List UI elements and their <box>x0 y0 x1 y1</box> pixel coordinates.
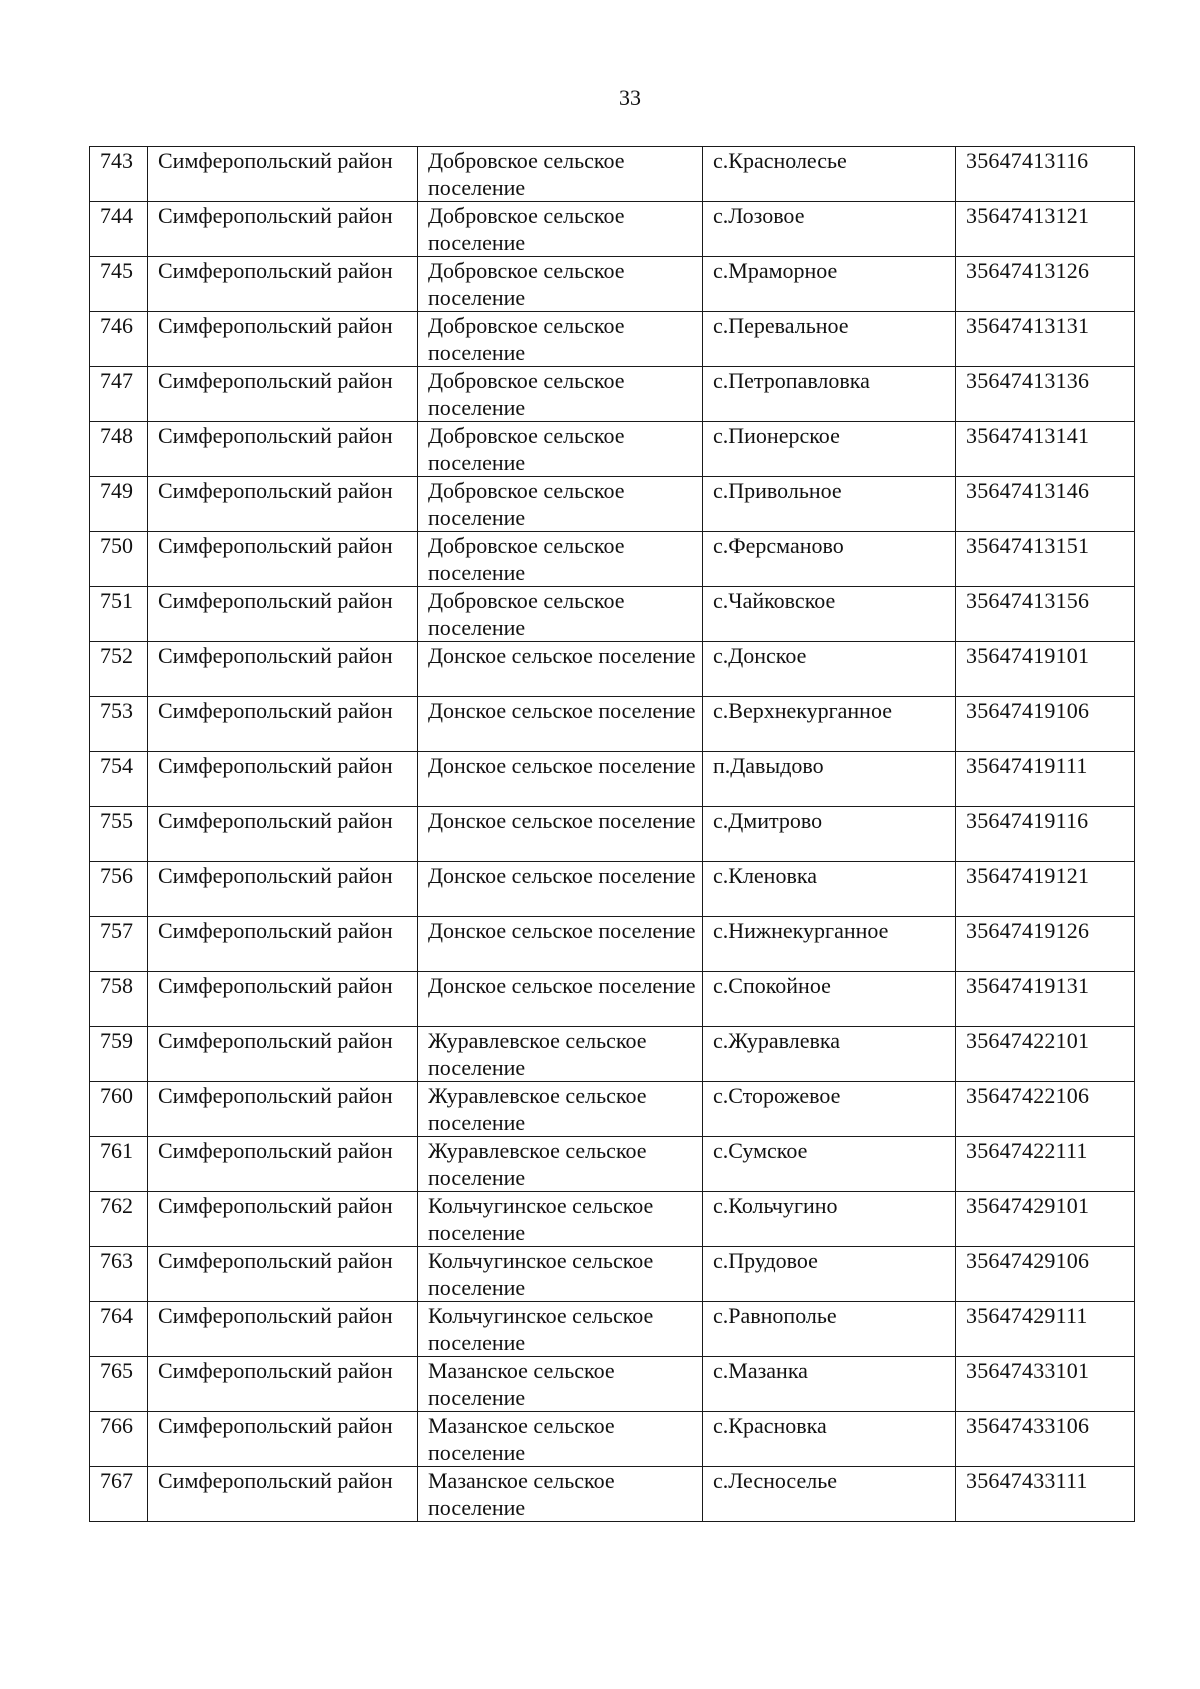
district-cell: Симферопольский район <box>148 202 418 257</box>
row-number-cell: 766 <box>90 1412 148 1467</box>
settlement-cell: Добровское сельское поселение <box>418 367 703 422</box>
district-cell: Симферопольский район <box>148 422 418 477</box>
table-row <box>90 422 1135 477</box>
district-cell: Симферопольский район <box>148 1467 418 1522</box>
settlement-cell: Добровское сельское поселение <box>418 587 703 642</box>
oktmo-code-cell: 35647413156 <box>956 587 1135 642</box>
table-row <box>90 1027 1135 1082</box>
district-cell: Симферопольский район <box>148 1082 418 1137</box>
settlement-cell: Журавлевское сельское поселение <box>418 1137 703 1192</box>
oktmo-code-cell: 35647419121 <box>956 862 1135 917</box>
locality-cell: с.Ферсманово <box>703 532 956 587</box>
settlement-cell: Донское сельское поселение <box>418 917 703 972</box>
row-number-cell: 744 <box>90 202 148 257</box>
locality-cell: с.Пионерское <box>703 422 956 477</box>
locality-cell: с.Красновка <box>703 1412 956 1467</box>
district-cell: Симферопольский район <box>148 367 418 422</box>
district-cell: Симферопольский район <box>148 917 418 972</box>
settlement-cell: Добровское сельское поселение <box>418 532 703 587</box>
settlement-cell: Кольчугинское сельское поселение <box>418 1192 703 1247</box>
settlement-cell: Кольчугинское сельское поселение <box>418 1247 703 1302</box>
row-number-cell: 745 <box>90 257 148 312</box>
oktmo-code-cell: 35647422111 <box>956 1137 1135 1192</box>
oktmo-code-cell: 35647419126 <box>956 917 1135 972</box>
row-number-cell: 765 <box>90 1357 148 1412</box>
oktmo-code-cell: 35647433106 <box>956 1412 1135 1467</box>
settlement-cell: Кольчугинское сельское поселение <box>418 1302 703 1357</box>
table-row <box>90 862 1135 917</box>
row-number-cell: 759 <box>90 1027 148 1082</box>
locality-cell: с.Лозовое <box>703 202 956 257</box>
table-row <box>90 1412 1135 1467</box>
district-cell: Симферопольский район <box>148 642 418 697</box>
locality-cell: с.Лесноселье <box>703 1467 956 1522</box>
settlement-cell: Мазанское сельское поселение <box>418 1357 703 1412</box>
settlement-cell: Добровское сельское поселение <box>418 147 703 202</box>
locality-cell: с.Дмитрово <box>703 807 956 862</box>
row-number-cell: 758 <box>90 972 148 1027</box>
oktmo-code-cell: 35647419131 <box>956 972 1135 1027</box>
district-cell: Симферопольский район <box>148 1027 418 1082</box>
oktmo-code-cell: 35647413136 <box>956 367 1135 422</box>
district-cell: Симферопольский район <box>148 477 418 532</box>
settlement-cell: Журавлевское сельское поселение <box>418 1027 703 1082</box>
settlement-cell: Журавлевское сельское поселение <box>418 1082 703 1137</box>
locality-cell: с.Перевальное <box>703 312 956 367</box>
locality-cell: с.Петропавловка <box>703 367 956 422</box>
locality-cell: с.Донское <box>703 642 956 697</box>
locality-cell: с.Мазанка <box>703 1357 956 1412</box>
district-cell: Симферопольский район <box>148 1412 418 1467</box>
oktmo-code-cell: 35647422101 <box>956 1027 1135 1082</box>
row-number-cell: 751 <box>90 587 148 642</box>
locality-cell: с.Кленовка <box>703 862 956 917</box>
row-number-cell: 757 <box>90 917 148 972</box>
oktmo-code-cell: 35647413151 <box>956 532 1135 587</box>
locality-cell: с.Мраморное <box>703 257 956 312</box>
oktmo-code-cell: 35647413126 <box>956 257 1135 312</box>
settlement-cell: Донское сельское поселение <box>418 862 703 917</box>
locality-cell: с.Чайковское <box>703 587 956 642</box>
settlement-cell: Добровское сельское поселение <box>418 257 703 312</box>
table-row <box>90 202 1135 257</box>
district-cell: Симферопольский район <box>148 532 418 587</box>
district-cell: Симферопольский район <box>148 587 418 642</box>
table-row <box>90 807 1135 862</box>
district-cell: Симферопольский район <box>148 257 418 312</box>
locality-cell: с.Верхнекурганное <box>703 697 956 752</box>
settlement-cell: Добровское сельское поселение <box>418 202 703 257</box>
district-cell: Симферопольский район <box>148 697 418 752</box>
row-number-cell: 749 <box>90 477 148 532</box>
district-cell: Симферопольский район <box>148 752 418 807</box>
oktmo-code-cell: 35647413141 <box>956 422 1135 477</box>
locality-cell: с.Прудовое <box>703 1247 956 1302</box>
locality-cell: с.Журавлевка <box>703 1027 956 1082</box>
table-row <box>90 1467 1135 1522</box>
table-row <box>90 1357 1135 1412</box>
settlement-cell: Добровское сельское поселение <box>418 312 703 367</box>
locality-cell: с.Привольное <box>703 477 956 532</box>
district-cell: Симферопольский район <box>148 807 418 862</box>
row-number-cell: 746 <box>90 312 148 367</box>
settlement-cell: Добровское сельское поселение <box>418 422 703 477</box>
table-row <box>90 972 1135 1027</box>
district-cell: Симферопольский район <box>148 972 418 1027</box>
row-number-cell: 752 <box>90 642 148 697</box>
district-cell: Симферопольский район <box>148 1302 418 1357</box>
settlement-cell: Донское сельское поселение <box>418 752 703 807</box>
district-cell: Симферопольский район <box>148 147 418 202</box>
settlements-table-body <box>90 147 1135 1522</box>
locality-cell: с.Сторожевое <box>703 1082 956 1137</box>
oktmo-code-cell: 35647429101 <box>956 1192 1135 1247</box>
table-row <box>90 1082 1135 1137</box>
table-row <box>90 147 1135 202</box>
settlement-cell: Добровское сельское поселение <box>418 477 703 532</box>
oktmo-code-cell: 35647413131 <box>956 312 1135 367</box>
oktmo-code-cell: 35647413116 <box>956 147 1135 202</box>
district-cell: Симферопольский район <box>148 1357 418 1412</box>
row-number-cell: 763 <box>90 1247 148 1302</box>
district-cell: Симферопольский район <box>148 312 418 367</box>
row-number-cell: 743 <box>90 147 148 202</box>
locality-cell: с.Спокойное <box>703 972 956 1027</box>
oktmo-code-cell: 35647413121 <box>956 202 1135 257</box>
oktmo-code-cell: 35647433101 <box>956 1357 1135 1412</box>
row-number-cell: 747 <box>90 367 148 422</box>
table-row <box>90 532 1135 587</box>
oktmo-code-cell: 35647433111 <box>956 1467 1135 1522</box>
oktmo-code-cell: 35647413146 <box>956 477 1135 532</box>
table-row <box>90 257 1135 312</box>
table-row <box>90 367 1135 422</box>
district-cell: Симферопольский район <box>148 1247 418 1302</box>
table-row <box>90 1302 1135 1357</box>
oktmo-code-cell: 35647419116 <box>956 807 1135 862</box>
page-number: 33 <box>619 85 641 110</box>
locality-cell: п.Давыдово <box>703 752 956 807</box>
row-number-cell: 760 <box>90 1082 148 1137</box>
oktmo-code-cell: 35647429111 <box>956 1302 1135 1357</box>
district-cell: Симферопольский район <box>148 862 418 917</box>
table-row <box>90 1247 1135 1302</box>
table-row <box>90 587 1135 642</box>
row-number-cell: 755 <box>90 807 148 862</box>
locality-cell: с.Кольчугино <box>703 1192 956 1247</box>
settlement-cell: Донское сельское поселение <box>418 972 703 1027</box>
oktmo-code-cell: 35647419101 <box>956 642 1135 697</box>
row-number-cell: 762 <box>90 1192 148 1247</box>
table-row <box>90 477 1135 532</box>
row-number-cell: 754 <box>90 752 148 807</box>
row-number-cell: 750 <box>90 532 148 587</box>
oktmo-code-cell: 35647422106 <box>956 1082 1135 1137</box>
settlement-cell: Донское сельское поселение <box>418 642 703 697</box>
table-row <box>90 697 1135 752</box>
settlement-cell: Донское сельское поселение <box>418 807 703 862</box>
table-row <box>90 642 1135 697</box>
oktmo-code-cell: 35647419111 <box>956 752 1135 807</box>
settlement-cell: Мазанское сельское поселение <box>418 1467 703 1522</box>
oktmo-code-cell: 35647419106 <box>956 697 1135 752</box>
table-row <box>90 1192 1135 1247</box>
settlements-table <box>89 146 1135 1522</box>
locality-cell: с.Краснолесье <box>703 147 956 202</box>
row-number-cell: 764 <box>90 1302 148 1357</box>
locality-cell: с.Равнополье <box>703 1302 956 1357</box>
table-row <box>90 917 1135 972</box>
table-row <box>90 312 1135 367</box>
row-number-cell: 748 <box>90 422 148 477</box>
district-cell: Симферопольский район <box>148 1192 418 1247</box>
row-number-cell: 767 <box>90 1467 148 1522</box>
row-number-cell: 761 <box>90 1137 148 1192</box>
locality-cell: с.Сумское <box>703 1137 956 1192</box>
district-cell: Симферопольский район <box>148 1137 418 1192</box>
settlement-cell: Донское сельское поселение <box>418 697 703 752</box>
oktmo-code-cell: 35647429106 <box>956 1247 1135 1302</box>
row-number-cell: 753 <box>90 697 148 752</box>
settlement-cell: Мазанское сельское поселение <box>418 1412 703 1467</box>
table-row <box>90 1137 1135 1192</box>
row-number-cell: 756 <box>90 862 148 917</box>
locality-cell: с.Нижнекурганное <box>703 917 956 972</box>
table-row <box>90 752 1135 807</box>
